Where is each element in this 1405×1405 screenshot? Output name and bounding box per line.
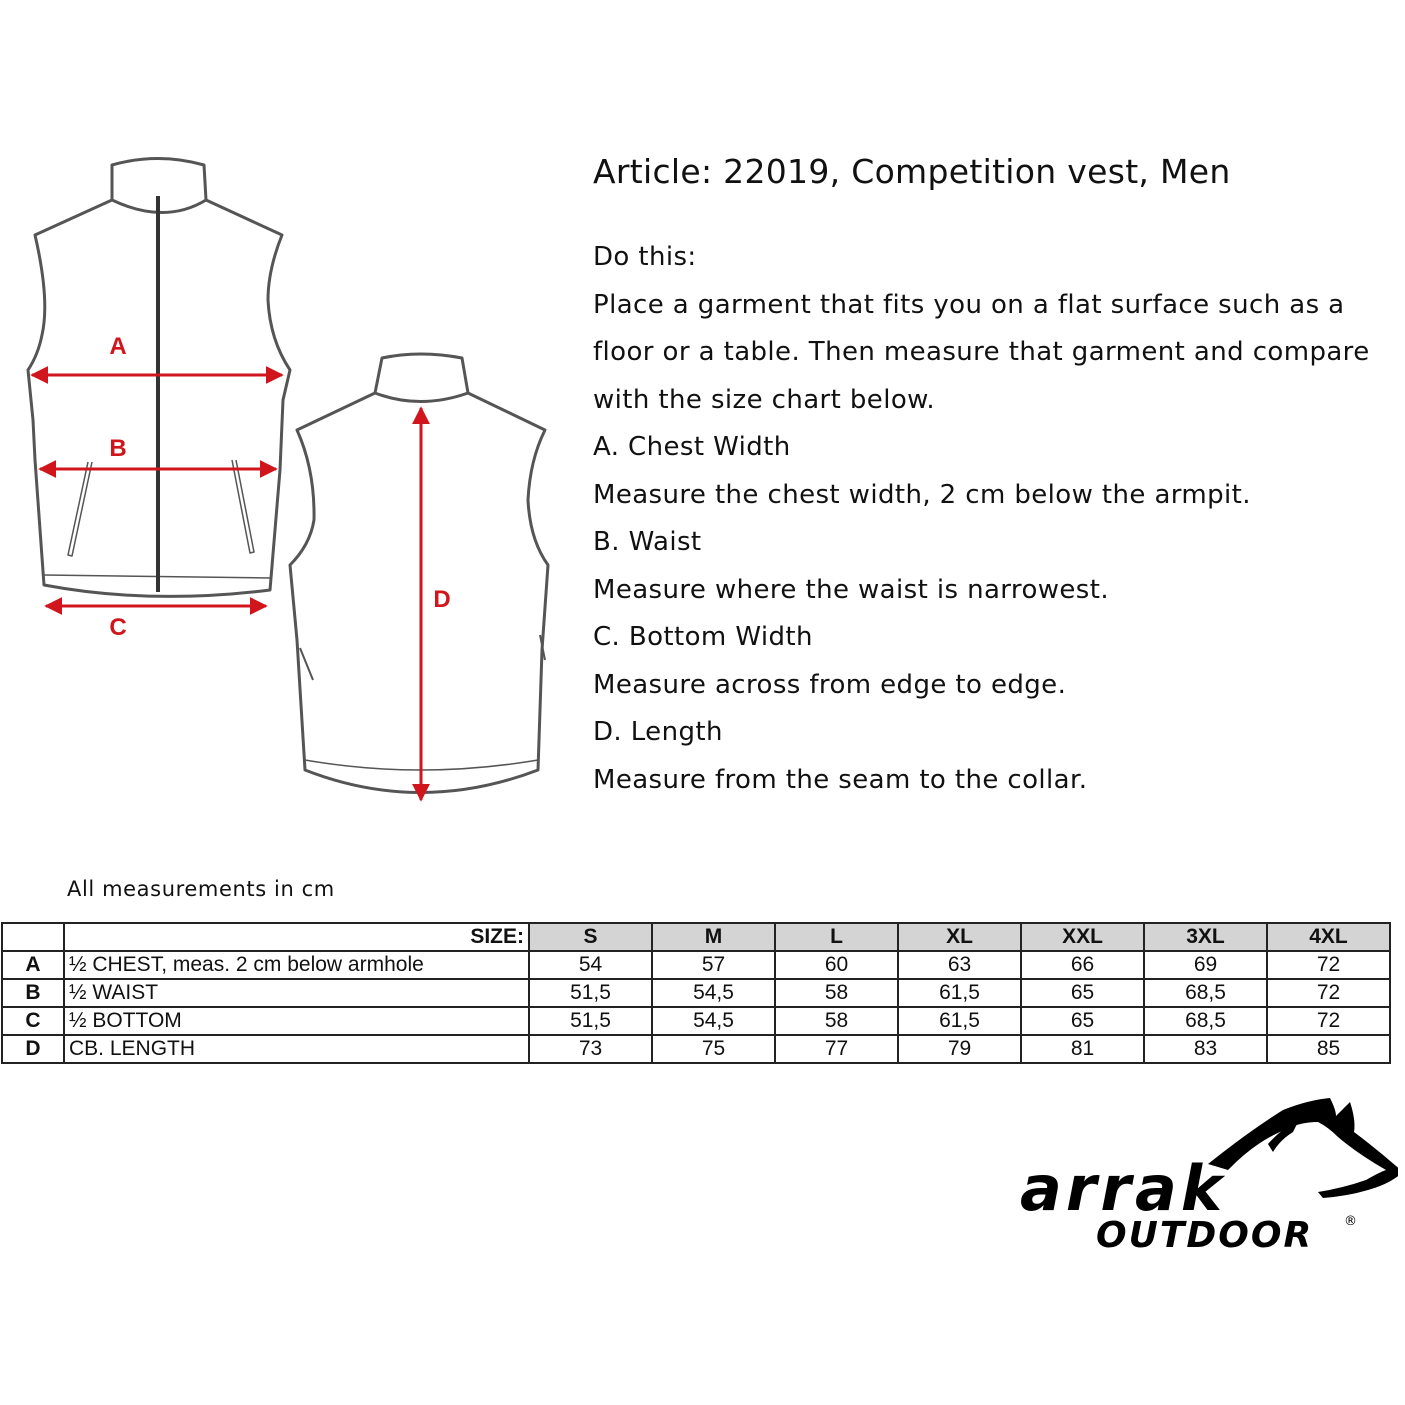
- dog-head-icon: [1208, 1098, 1398, 1198]
- row-code: C: [2, 1007, 64, 1035]
- cell-value: 61,5: [898, 1007, 1021, 1035]
- brand-logo: [1018, 1092, 1398, 1262]
- cell-value: 85: [1267, 1035, 1390, 1063]
- brand-subtitle: OUTDOOR: [1096, 1215, 1314, 1256]
- cell-value: 51,5: [529, 979, 652, 1007]
- instructions-heading: Do this:: [593, 242, 697, 272]
- measurement-c-description: Measure across from edge to edge.: [593, 669, 1067, 700]
- label-d: D: [433, 586, 451, 613]
- cell-value: 51,5: [529, 1007, 652, 1035]
- cell-value: 54,5: [652, 1007, 775, 1035]
- instructions-panel: [593, 148, 1383, 804]
- size-header-row: [2, 923, 1390, 951]
- measurement-b-description: Measure where the waist is narrowest.: [593, 574, 1110, 605]
- size-l: L: [775, 923, 898, 951]
- size-3xl: 3XL: [1144, 923, 1267, 951]
- cell-value: 72: [1267, 979, 1390, 1007]
- size-s: S: [529, 923, 652, 951]
- table-row-length: [2, 1035, 1390, 1063]
- units-note: All measurements in cm: [67, 877, 335, 901]
- size-chart-table: [1, 922, 1391, 1064]
- cell-value: 69: [1144, 951, 1267, 979]
- cell-value: 60: [775, 951, 898, 979]
- label-c: C: [109, 614, 127, 641]
- cell-value: 81: [1021, 1035, 1144, 1063]
- cell-value: 65: [1021, 979, 1144, 1007]
- cell-value: 63: [898, 951, 1021, 979]
- header-empty-cell: [2, 923, 64, 951]
- table-row-waist: [2, 979, 1390, 1007]
- registered-mark: ®: [1344, 1214, 1357, 1229]
- row-code: D: [2, 1035, 64, 1063]
- table-row-bottom: [2, 1007, 1390, 1035]
- brand-name: arrak: [1020, 1152, 1227, 1225]
- cell-value: 61,5: [898, 979, 1021, 1007]
- label-b: B: [109, 435, 127, 462]
- cell-value: 54,5: [652, 979, 775, 1007]
- cell-value: 75: [652, 1035, 775, 1063]
- label-a: A: [109, 333, 127, 360]
- cell-value: 68,5: [1144, 979, 1267, 1007]
- cell-value: 72: [1267, 1007, 1390, 1035]
- row-code: A: [2, 951, 64, 979]
- cell-value: 66: [1021, 951, 1144, 979]
- size-label: SIZE:: [64, 923, 529, 951]
- instructions-intro-line-2: floor or a table. Then measure that garment and compare: [593, 337, 1370, 367]
- cell-value: 57: [652, 951, 775, 979]
- size-xxl: XXL: [1021, 923, 1144, 951]
- vest-measurement-diagram: [0, 140, 580, 820]
- size-m: M: [652, 923, 775, 951]
- cell-value: 65: [1021, 1007, 1144, 1035]
- row-code: B: [2, 979, 64, 1007]
- row-name: ½ WAIST: [64, 979, 529, 1007]
- cell-value: 72: [1267, 951, 1390, 979]
- cell-value: 73: [529, 1035, 652, 1063]
- measurement-d-description: Measure from the seam to the collar.: [593, 764, 1088, 795]
- row-name: CB. LENGTH: [64, 1035, 529, 1063]
- cell-value: 58: [775, 979, 898, 1007]
- row-name: ½ BOTTOM: [64, 1007, 529, 1035]
- instructions-intro-line-1: Place a garment that fits you on a flat surface such as a: [593, 289, 1345, 320]
- measurement-a-description: Measure the chest width, 2 cm below the armpit.: [593, 479, 1251, 510]
- row-name: ½ CHEST, meas. 2 cm below armhole: [64, 951, 529, 979]
- cell-value: 83: [1144, 1035, 1267, 1063]
- page-title: Article: 22019, Competition vest, Men: [593, 152, 1231, 191]
- measurement-a-label: A. Chest Width: [593, 432, 791, 462]
- table-row-chest: [2, 951, 1390, 979]
- measurement-b-label: B. Waist: [593, 527, 702, 557]
- measurement-d-label: D. Length: [593, 717, 723, 747]
- cell-value: 54: [529, 951, 652, 979]
- cell-value: 79: [898, 1035, 1021, 1063]
- instructions-intro-line-3: with the size chart below.: [593, 384, 936, 415]
- cell-value: 58: [775, 1007, 898, 1035]
- size-4xl: 4XL: [1267, 923, 1390, 951]
- cell-value: 68,5: [1144, 1007, 1267, 1035]
- front-vest-illustration: [28, 159, 290, 597]
- measurement-c-label: C. Bottom Width: [593, 622, 813, 652]
- cell-value: 77: [775, 1035, 898, 1063]
- back-vest-illustration: [290, 354, 548, 793]
- size-xl: XL: [898, 923, 1021, 951]
